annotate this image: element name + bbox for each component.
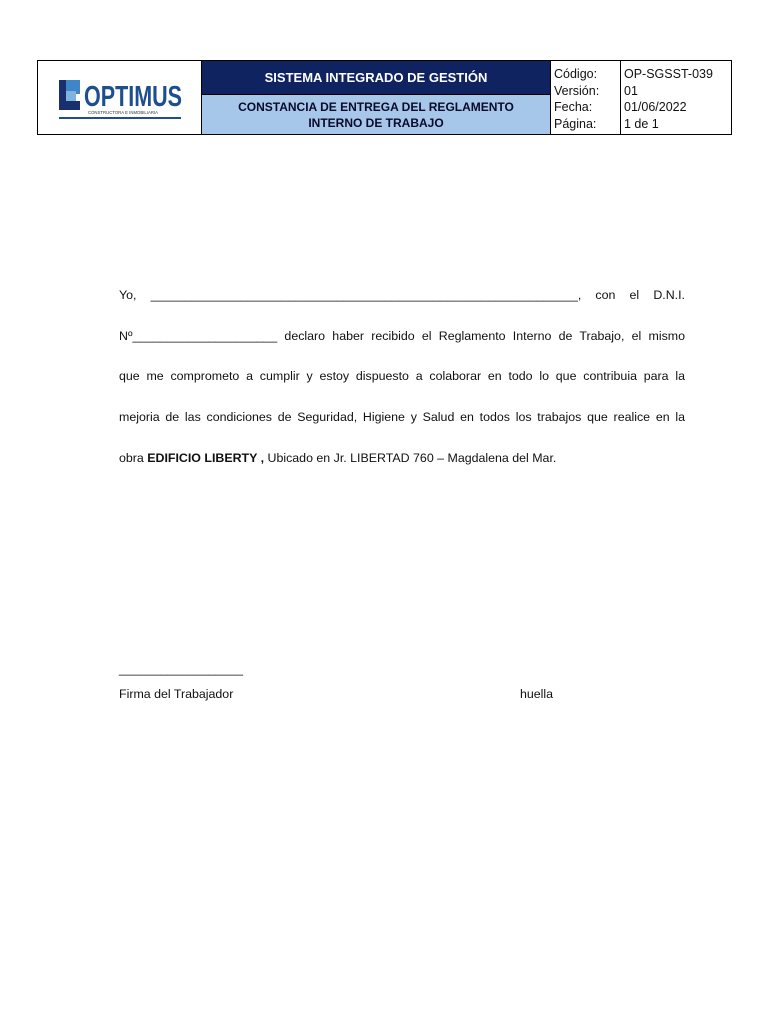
line5-prefix: obra xyxy=(119,450,148,465)
pagina-value: 1 de 1 xyxy=(624,116,659,131)
fecha-value: 01/06/2022 xyxy=(624,100,687,114)
svg-text:CONSTRUCTORA E INMOBILIARIA: CONSTRUCTORA E INMOBILIARIA xyxy=(87,110,166,116)
signature-label: Firma del Trabajador xyxy=(119,687,234,701)
codigo-value: OP-SGSST-039 xyxy=(624,67,713,81)
declaration-paragraph xyxy=(119,275,685,479)
version-label: Versión: xyxy=(554,83,600,98)
version-value: 01 xyxy=(624,83,638,98)
svg-text:OPTIMUS: OPTIMUS xyxy=(83,80,182,113)
declaration-line: que me comprometo a cumplir y estoy dispuesto a colaborar en todo lo que contribuia para la xyxy=(119,369,685,384)
fingerprint-label: huella xyxy=(520,687,554,701)
meta-labels xyxy=(551,61,621,134)
logo-cell xyxy=(38,61,202,134)
location-text: Ubicado en Jr. LIBERTAD 760 – Magdalena del Mar. xyxy=(264,450,557,465)
project-name: EDIFICIO LIBERTY , xyxy=(147,450,265,465)
codigo-label: Código: xyxy=(554,67,598,81)
system-title: SISTEMA INTEGRADO DE GESTIÓN xyxy=(202,61,550,95)
declaration-line xyxy=(119,438,685,479)
fecha-label: Fecha: xyxy=(554,100,593,114)
declaration-line: Yo, ______________________________________________________________, con el D.N.I. xyxy=(119,288,685,302)
company-logo xyxy=(56,73,184,123)
declaration-line: mejoria de las condiciones de Seguridad, Higiene y Salud en todos los trabajos que realice en la xyxy=(119,410,685,425)
signature-line: __________________ xyxy=(119,662,244,676)
document-title: CONSTANCIA DE ENTREGA DEL REGLAMENTO INTERNO DE TRABAJO xyxy=(202,95,550,134)
document-header xyxy=(37,60,732,135)
declaration-line: Nº_____________________ declaro haber recibido el Reglamento Interno de Trabajo, el mismo xyxy=(119,328,685,343)
title-column xyxy=(202,61,551,134)
meta-values xyxy=(621,61,731,134)
pagina-label: Página: xyxy=(554,116,597,131)
